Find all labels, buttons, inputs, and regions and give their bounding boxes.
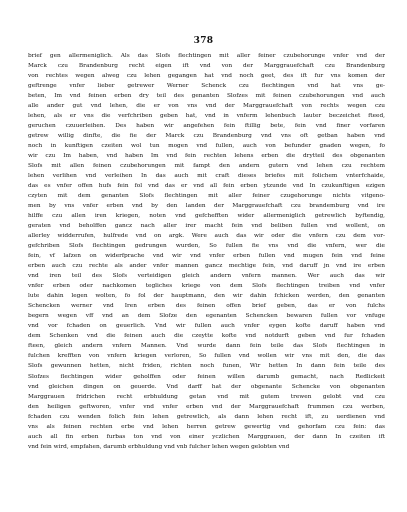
text-line: vnd iren teil des Slofs verteidigen gleich andern vnfern mannen. Wer auch das wir	[28, 273, 385, 280]
text-line: Slofs gewunnen hetten, nicht friden, richten noch funen, Wir hetten In dann fein teile des	[28, 363, 385, 370]
text-line: erben auch czu rechte als ander vnfer mannen gancz mechtige fein, vnd daruff jn vnd ire erben	[28, 263, 385, 270]
text-line: das es vnfer offen hufs fein fol vnd das er vnd all fein erben ytzunde vnd In czukunftigen ezigen	[28, 183, 385, 190]
text-line: noch in kunftigen czeiten wol tun mogen vnd fullen, auch von befunder gnaden wegen, fo	[28, 143, 385, 150]
text-line: czyten mit dem genanten Slofs flechtingen mit aller feiner czugehorunge nichts vitgeno-	[28, 193, 385, 200]
text-line: fchaden czu wenden folich fein lehen getrewlich, als dann lehen recht ift, zu uerdienen vnd	[28, 413, 385, 420]
text-line: vnfer erben oder nachkomen tegliches kriege von dem Slofs flechtingen treiben vnd vnfer	[28, 283, 385, 290]
text-line: geftrenge vnfer lieber getrewer Werner Schenck czu flechtingen vnd hat vns ge-	[28, 83, 385, 90]
page-number: 378	[193, 36, 214, 46]
text-line: wir czu Im haben, vnd haben Im vnd fein rechten lehens erben die drytteil des obgenanten	[28, 153, 385, 160]
text-line: Schencken werner vnd Iren erben des feinen offen brief geben, das er von fulchs	[28, 303, 385, 310]
text-line: von rechtes wegen alweg czu lehen gegangen hat vnd noch geet, des ift fur vns komen der	[28, 73, 385, 80]
text-line: vnd fein wird, empfahen, darumb erbhuldung vnd vnb fulcher lehen wegen gelobten vnd	[28, 443, 290, 450]
text-line: begern wegen vff vnd an dem Slofze den egenanten Schencken bewaren fullen vor vnfuge	[28, 313, 385, 320]
text-line: Slofzes flechtingen wider geholffen oder feinen willen darumb gemacht, nach Redlickeit	[28, 373, 385, 380]
text-line: hilffe czu allen iren kriegen, noten vnd gefchefften wider allermeniglich getrewlich byftendig,	[28, 213, 385, 220]
text-line: auch all fin erben furbas ton vnd von einer yczlichen Marggrauen, der dann In czeiten ift	[28, 433, 385, 440]
text-line: Marck czu Brandenburg recht eigen ift vnd von der Marggrauefchaft czu Brandenburg	[28, 63, 385, 70]
text-line: geruchen czuuerleihen. Des haben wir angefehen fein ftillig bete, fein vnd finer vorfaren	[28, 123, 385, 130]
body-text	[28, 51, 385, 452]
text-line: allerley widderrufen, hulfrede vnd on argk. Were auch das wir oder die vnfern czu dem vor-	[28, 233, 385, 240]
text-line: Slofs mit allen feinen czubehorungen mit fampt den andern gutern vnd lehen czu rechtem	[28, 163, 385, 170]
text-line: vns als feinen rechten erbe vnd lehen herren getrew gewertig vnd gehorfam czu fein: das	[28, 423, 385, 430]
text-line: fein, vf lafzen on widerfprache vnd wir vnd vnfer erben fullen vnd mugen fein vnd feine	[28, 253, 385, 260]
text-line: Marggrauen fridrichen recht erbhuldung getan vnd mit gutem trewen gelobt vnd czu	[28, 393, 385, 400]
text-line: lehen verlihen vnd verleihen In das auch mit craft dieses briefes mit folichem vnterfchaide,	[28, 173, 385, 180]
text-line: dem Schenken vnd die feinen auch die czeytte kofte vnd notdurft geben vnd fur fchaden	[28, 333, 385, 340]
text-line: men by vns vnfer erben vnd by den landen der Marggrauefchaft czu brandemburg vnd ire	[28, 203, 385, 210]
text-line: gefchriben Slofs flechtingen gedrungen wurden, So fullen fie vns vnd die vnfern, wer die	[28, 243, 385, 250]
text-line: beten, Im vnd feinen erben dry teil des genanten Slofzes mit feinen czubehorungen vnd auch	[28, 93, 385, 100]
text-line: den heiligen geftworen, vnfer vnd vnfer erben vnd der Marggrauefchaft frummen czu werben,	[28, 403, 385, 410]
text-line: getrew willig dinfte, die fie der Marck czu Brandenburg vnd vns oft getban haben vnd	[28, 133, 385, 140]
text-line: lehen, als er vns die verfchriben geben hat, vnd in vnferm lehenbuch lauter beczeichet fteed,	[28, 113, 385, 120]
text-line: brief gen allermeniglich. Als das Slofs flechtingen mit aller feiner czubehorunge vnfer vnd der	[28, 53, 385, 59]
text-line: fulchen krefften von vnfern kriegen verloren, So fullen vnd wollen wir vns mit den, die das	[28, 353, 385, 360]
text-line: alle ander gut vnd lehen, die er von vns vnd der Marggrauefchaft von rechts wegen czu	[28, 103, 385, 110]
text-line: vnd gleichen dingen on geuerde. Vnd darff hat der obgenante Schencke von obgenanten	[28, 383, 385, 390]
text-line: vnd vor fchaden on geuerlich. Vnd wir fullen auch vnfer eygen kofte daruff haben vnd	[28, 323, 385, 330]
text-line: lute dahin legen wolten, fo fol der hauptmann, den wir dahin fchicken werden, den genanten	[28, 293, 385, 300]
text-line: fteen, gleich andern vnfern Mannen. Vnd wurde dann fein teile das Slofs flechtingen in	[28, 343, 385, 350]
text-line: geraten vnd beholffen gancz nach aller irer macht fein vnd beliben fullen vnd wollent, on	[28, 223, 385, 230]
